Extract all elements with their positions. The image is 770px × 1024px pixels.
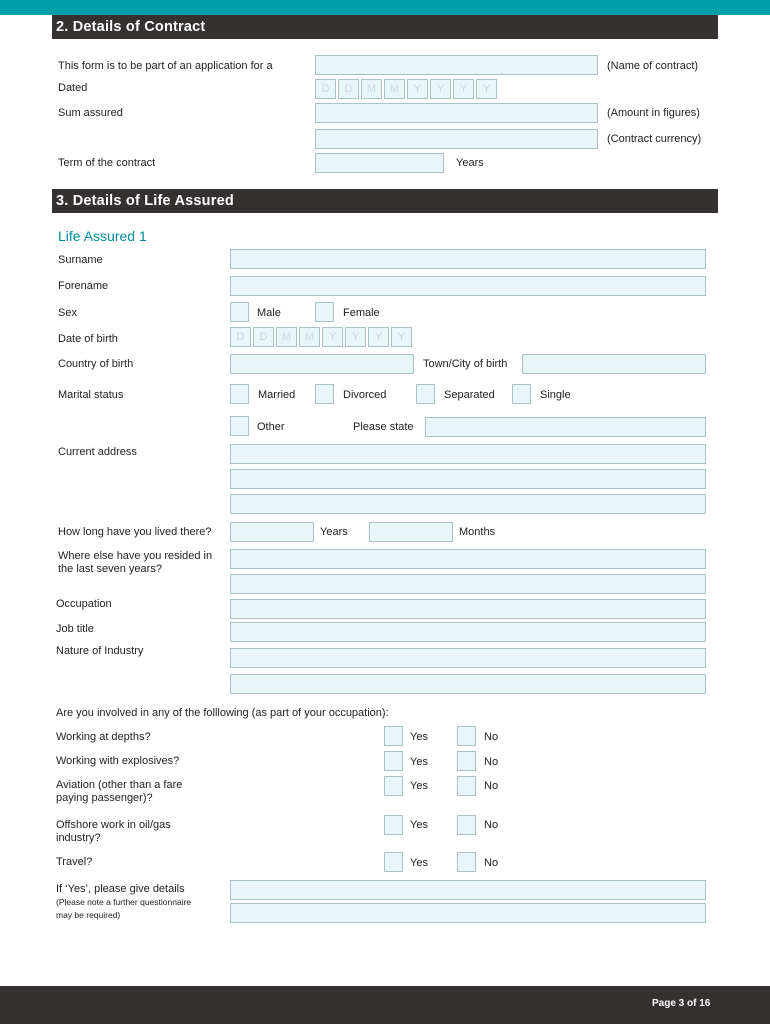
activity-yes-checkbox[interactable] [384, 751, 403, 771]
yes-label: Yes [410, 780, 428, 792]
activity-no-checkbox[interactable] [457, 815, 476, 835]
activity-label: Travel? [56, 856, 93, 868]
activity-no-checkbox[interactable] [457, 751, 476, 771]
where-else-label-line-1: Where else have you resided in [58, 550, 213, 562]
dob-cell-month[interactable]: M [276, 327, 297, 347]
activity-label-line-2: paying passenger)? [56, 792, 153, 804]
separated-checkbox[interactable] [416, 384, 435, 404]
where-else-label-line-2: the last seven years? [58, 563, 162, 575]
activity-yes-checkbox[interactable] [384, 776, 403, 796]
no-label: No [484, 756, 499, 768]
industry-field-2[interactable] [230, 674, 706, 694]
dob-cell-year[interactable]: Y [322, 327, 343, 347]
page-number: Page 3 of 16 [652, 998, 711, 1009]
country-of-birth-label: Country of birth [58, 358, 134, 370]
activity-yes-checkbox[interactable] [384, 726, 403, 746]
years-lived-field[interactable] [230, 522, 314, 542]
dob-label: Date of birth [58, 333, 118, 345]
dated-label: Dated [58, 82, 88, 94]
section-3-header [52, 189, 718, 213]
married-checkbox[interactable] [230, 384, 249, 404]
dob-cell-month[interactable]: M [299, 327, 320, 347]
life-assured-subtitle: Life Assured 1 [58, 228, 147, 244]
details-field-2[interactable] [230, 903, 706, 923]
dob-cell-year[interactable]: Y [345, 327, 366, 347]
date-cell-day[interactable]: D [338, 79, 359, 99]
how-long-label: How long have you lived there? [58, 526, 212, 538]
date-cell-year[interactable]: Y [476, 79, 497, 99]
activity-label: Aviation (other than a fare [56, 779, 183, 791]
job-title-field[interactable] [230, 622, 706, 642]
industry-label: Nature of Industry [56, 645, 144, 657]
female-label: Female [343, 307, 380, 319]
marital-status-label: Marital status [58, 389, 124, 401]
industry-field-1[interactable] [230, 648, 706, 668]
months-lived-field[interactable] [369, 522, 453, 542]
activity-no-checkbox[interactable] [457, 776, 476, 796]
dated-date-field[interactable] [315, 79, 497, 99]
activity-yes-checkbox[interactable] [384, 815, 403, 835]
section-2-header [52, 15, 718, 39]
yes-label: Yes [410, 731, 428, 743]
details-field-1[interactable] [230, 880, 706, 900]
activity-yes-checkbox[interactable] [384, 852, 403, 872]
section-2-title: 2. Details of Contract [56, 19, 206, 35]
top-accent-bar [0, 0, 770, 15]
yes-label: Yes [410, 756, 428, 768]
section-3-title: 3. Details of Life Assured [56, 193, 234, 209]
activity-label: Working at depths? [56, 731, 151, 743]
divorced-label: Divorced [343, 389, 387, 401]
details-note-line-1: (Please note a further questionnaire [56, 897, 192, 907]
other-checkbox[interactable] [230, 416, 249, 436]
current-address-label: Current address [58, 446, 137, 458]
single-label: Single [540, 389, 571, 401]
date-cell-day[interactable]: D [315, 79, 336, 99]
country-of-birth-field[interactable] [230, 354, 414, 374]
no-label: No [484, 819, 499, 831]
activity-label: Working with explosives? [56, 755, 180, 767]
dob-date-field[interactable] [230, 327, 412, 347]
no-label: No [484, 731, 499, 743]
activity-label: Offshore work in oil/gas [56, 819, 171, 831]
previous-address-2-field[interactable] [230, 574, 706, 594]
activity-label-line-2: industry? [56, 832, 101, 844]
involved-question: Are you involved in any of the folllowing (as part of your occupation): [56, 707, 389, 719]
married-label: Married [258, 389, 296, 401]
forename-label: Forename [58, 280, 109, 292]
contract-name-field[interactable] [315, 55, 598, 75]
dob-cell-year[interactable]: Y [391, 327, 412, 347]
no-label: No [484, 857, 499, 869]
contract-currency-field[interactable] [315, 129, 598, 149]
term-label: Term of the contract [58, 157, 156, 169]
details-label: If ‘Yes’, please give details [56, 883, 185, 895]
forename-field[interactable] [230, 276, 706, 296]
please-state-label: Please state [353, 421, 414, 433]
activity-no-checkbox[interactable] [457, 726, 476, 746]
currency-note: (Contract currency) [607, 133, 702, 145]
sum-assured-label: Sum assured [58, 107, 123, 119]
yes-label: Yes [410, 819, 428, 831]
surname-label: Surname [58, 254, 103, 266]
date-cell-month[interactable]: M [384, 79, 405, 99]
town-of-birth-field[interactable] [522, 354, 706, 374]
intro-label: This form is to be part of an application for a [58, 60, 273, 72]
years-lived-label: Years [320, 526, 348, 538]
months-lived-label: Months [459, 526, 496, 538]
occupation-label: Occupation [56, 598, 112, 610]
job-title-label: Job title [56, 623, 94, 635]
please-state-field[interactable] [425, 417, 706, 437]
date-cell-month[interactable]: M [361, 79, 382, 99]
yes-label: Yes [410, 857, 428, 869]
male-label: Male [257, 307, 281, 319]
female-checkbox[interactable] [315, 302, 334, 322]
previous-address-1-field[interactable] [230, 549, 706, 569]
date-cell-year[interactable]: Y [453, 79, 474, 99]
other-label: Other [257, 421, 285, 433]
activity-no-checkbox[interactable] [457, 852, 476, 872]
address-line-1-field[interactable] [230, 444, 706, 464]
occupation-field[interactable] [230, 599, 706, 619]
contract-name-note: (Name of contract) [607, 60, 699, 72]
dob-cell-day[interactable]: D [230, 327, 251, 347]
divorced-checkbox[interactable] [315, 384, 334, 404]
term-field[interactable] [315, 153, 444, 173]
date-cell-year[interactable]: Y [407, 79, 428, 99]
surname-field[interactable] [230, 249, 706, 269]
sex-label: Sex [58, 307, 77, 319]
details-note-line-2: may be required) [56, 910, 121, 920]
separated-label: Separated [444, 389, 495, 401]
town-of-birth-label: Town/City of birth [423, 358, 508, 370]
address-line-2-field[interactable] [230, 469, 706, 489]
male-checkbox[interactable] [230, 302, 249, 322]
dob-cell-year[interactable]: Y [368, 327, 389, 347]
term-years-label: Years [456, 157, 484, 169]
dob-cell-day[interactable]: D [253, 327, 274, 347]
no-label: No [484, 780, 499, 792]
address-line-3-field[interactable] [230, 494, 706, 514]
single-checkbox[interactable] [512, 384, 531, 404]
date-cell-year[interactable]: Y [430, 79, 451, 99]
amount-note: (Amount in figures) [607, 107, 700, 119]
sum-amount-field[interactable] [315, 103, 598, 123]
